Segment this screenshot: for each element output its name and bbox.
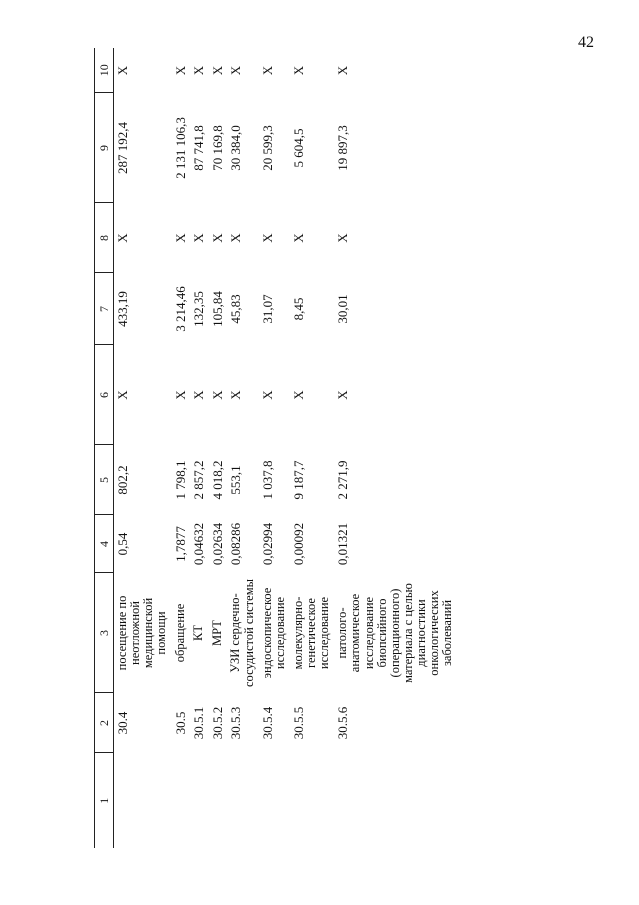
cell [334, 753, 457, 848]
cell: 0,02994 [259, 522, 275, 566]
cell: 20 599,3 [259, 125, 275, 171]
row-name: МРТ [209, 620, 224, 646]
cell: 433,19 [115, 291, 130, 327]
cell: X [290, 233, 306, 243]
cell: X [335, 390, 351, 400]
table-row [259, 48, 290, 848]
cell: 2 271,9 [335, 460, 351, 500]
table-row [190, 48, 209, 848]
row-name: молекулярно-генетическое исследование [290, 596, 332, 670]
cell: 87 741,8 [191, 125, 207, 171]
col-header: 8 [95, 203, 114, 273]
cell [227, 753, 258, 848]
cell: 802,2 [115, 465, 130, 495]
cell: X [290, 390, 306, 400]
page-number: 42 [578, 34, 594, 51]
cell: 105,84 [209, 291, 225, 327]
cell: X [172, 390, 188, 400]
cell: X [209, 233, 225, 243]
cell: 0,04632 [191, 522, 207, 566]
cell: 0,00092 [290, 522, 306, 566]
cell: X [259, 65, 275, 76]
rotated-table-container [94, 48, 534, 848]
row-name: посещение по неотложной медицинской помощи [115, 595, 169, 671]
cell: X [191, 233, 207, 243]
cell: 3 214,46 [172, 286, 188, 332]
col-header: 10 [95, 48, 114, 93]
cell: X [259, 390, 275, 400]
cell: 1 037,8 [259, 460, 275, 500]
cell: X [290, 65, 306, 76]
table-row [227, 48, 258, 848]
table-row [209, 48, 228, 848]
row-name: патолого-анатомическое исследование биопсийного (операционного) материала с целью диагностики онкологических заболеваний [335, 583, 455, 683]
cell [114, 753, 172, 848]
cell: X [172, 233, 188, 243]
row-code: 30.5.4 [259, 706, 275, 740]
col-header: 3 [95, 573, 114, 693]
cell: X [115, 233, 130, 243]
col-header: 7 [95, 273, 114, 345]
header-row [95, 48, 114, 848]
cell: 287 192,4 [115, 122, 130, 174]
table-row [172, 48, 191, 848]
cell: 132,35 [191, 291, 207, 327]
row-name: УЗИ сердечно-сосудистой системы [228, 578, 256, 688]
cell: 553,1 [228, 465, 244, 495]
cell: 9 187,7 [290, 460, 306, 500]
cell: 4 018,2 [209, 460, 225, 500]
cell: X [259, 233, 275, 243]
table-row [290, 48, 334, 848]
col-header: 4 [95, 515, 114, 573]
row-name: обращение [172, 603, 187, 663]
row-code: 30.5.2 [209, 706, 225, 740]
col-header: 9 [95, 93, 114, 203]
cell [259, 753, 290, 848]
row-code: 30.5.6 [335, 706, 351, 740]
cell: 8,45 [290, 297, 306, 321]
cell: X [228, 233, 244, 243]
cell: 19 897,3 [335, 125, 351, 171]
col-header: 5 [95, 445, 114, 515]
row-code: 30.5 [172, 711, 188, 735]
cell: 70 169,8 [209, 125, 225, 171]
cell: X [191, 390, 207, 400]
cell: 1,7877 [172, 526, 188, 562]
row-code: 30.5.1 [191, 706, 207, 740]
cell: 0,54 [115, 532, 130, 556]
cell: 0,08286 [228, 522, 244, 566]
col-header: 6 [95, 345, 114, 445]
cell: X [209, 65, 225, 76]
row-code: 30.5.5 [290, 706, 306, 740]
row-name: КТ [191, 625, 206, 641]
data-table [94, 48, 457, 848]
col-header: 2 [95, 693, 114, 753]
cell: X [209, 390, 225, 400]
cell [190, 753, 209, 848]
cell: 5 604,5 [290, 128, 306, 168]
row-code: 30.4 [115, 711, 130, 735]
cell: X [228, 390, 244, 400]
row-name: эндоскопическое исследование [259, 587, 287, 679]
cell [209, 753, 228, 848]
cell: X [228, 65, 244, 76]
cell: 2 131 106,3 [172, 117, 188, 179]
cell [290, 753, 334, 848]
cell: 0,01321 [335, 522, 351, 566]
col-header: 1 [95, 753, 114, 848]
cell: 1 798,1 [172, 460, 188, 500]
cell: X [335, 233, 351, 243]
cell: 2 857,2 [191, 460, 207, 500]
table-row [334, 48, 457, 848]
cell: X [115, 390, 130, 400]
cell [172, 753, 191, 848]
cell: 30 384,0 [228, 125, 244, 171]
cell: 30,01 [335, 294, 351, 324]
table-row [114, 48, 172, 848]
cell: X [172, 65, 188, 76]
row-code: 30.5.3 [228, 706, 244, 740]
cell: 31,07 [259, 294, 275, 324]
cell: 0,02634 [209, 522, 225, 566]
cell: 45,83 [228, 294, 244, 324]
cell: X [115, 65, 130, 76]
cell: X [191, 65, 207, 76]
cell: X [335, 65, 351, 76]
